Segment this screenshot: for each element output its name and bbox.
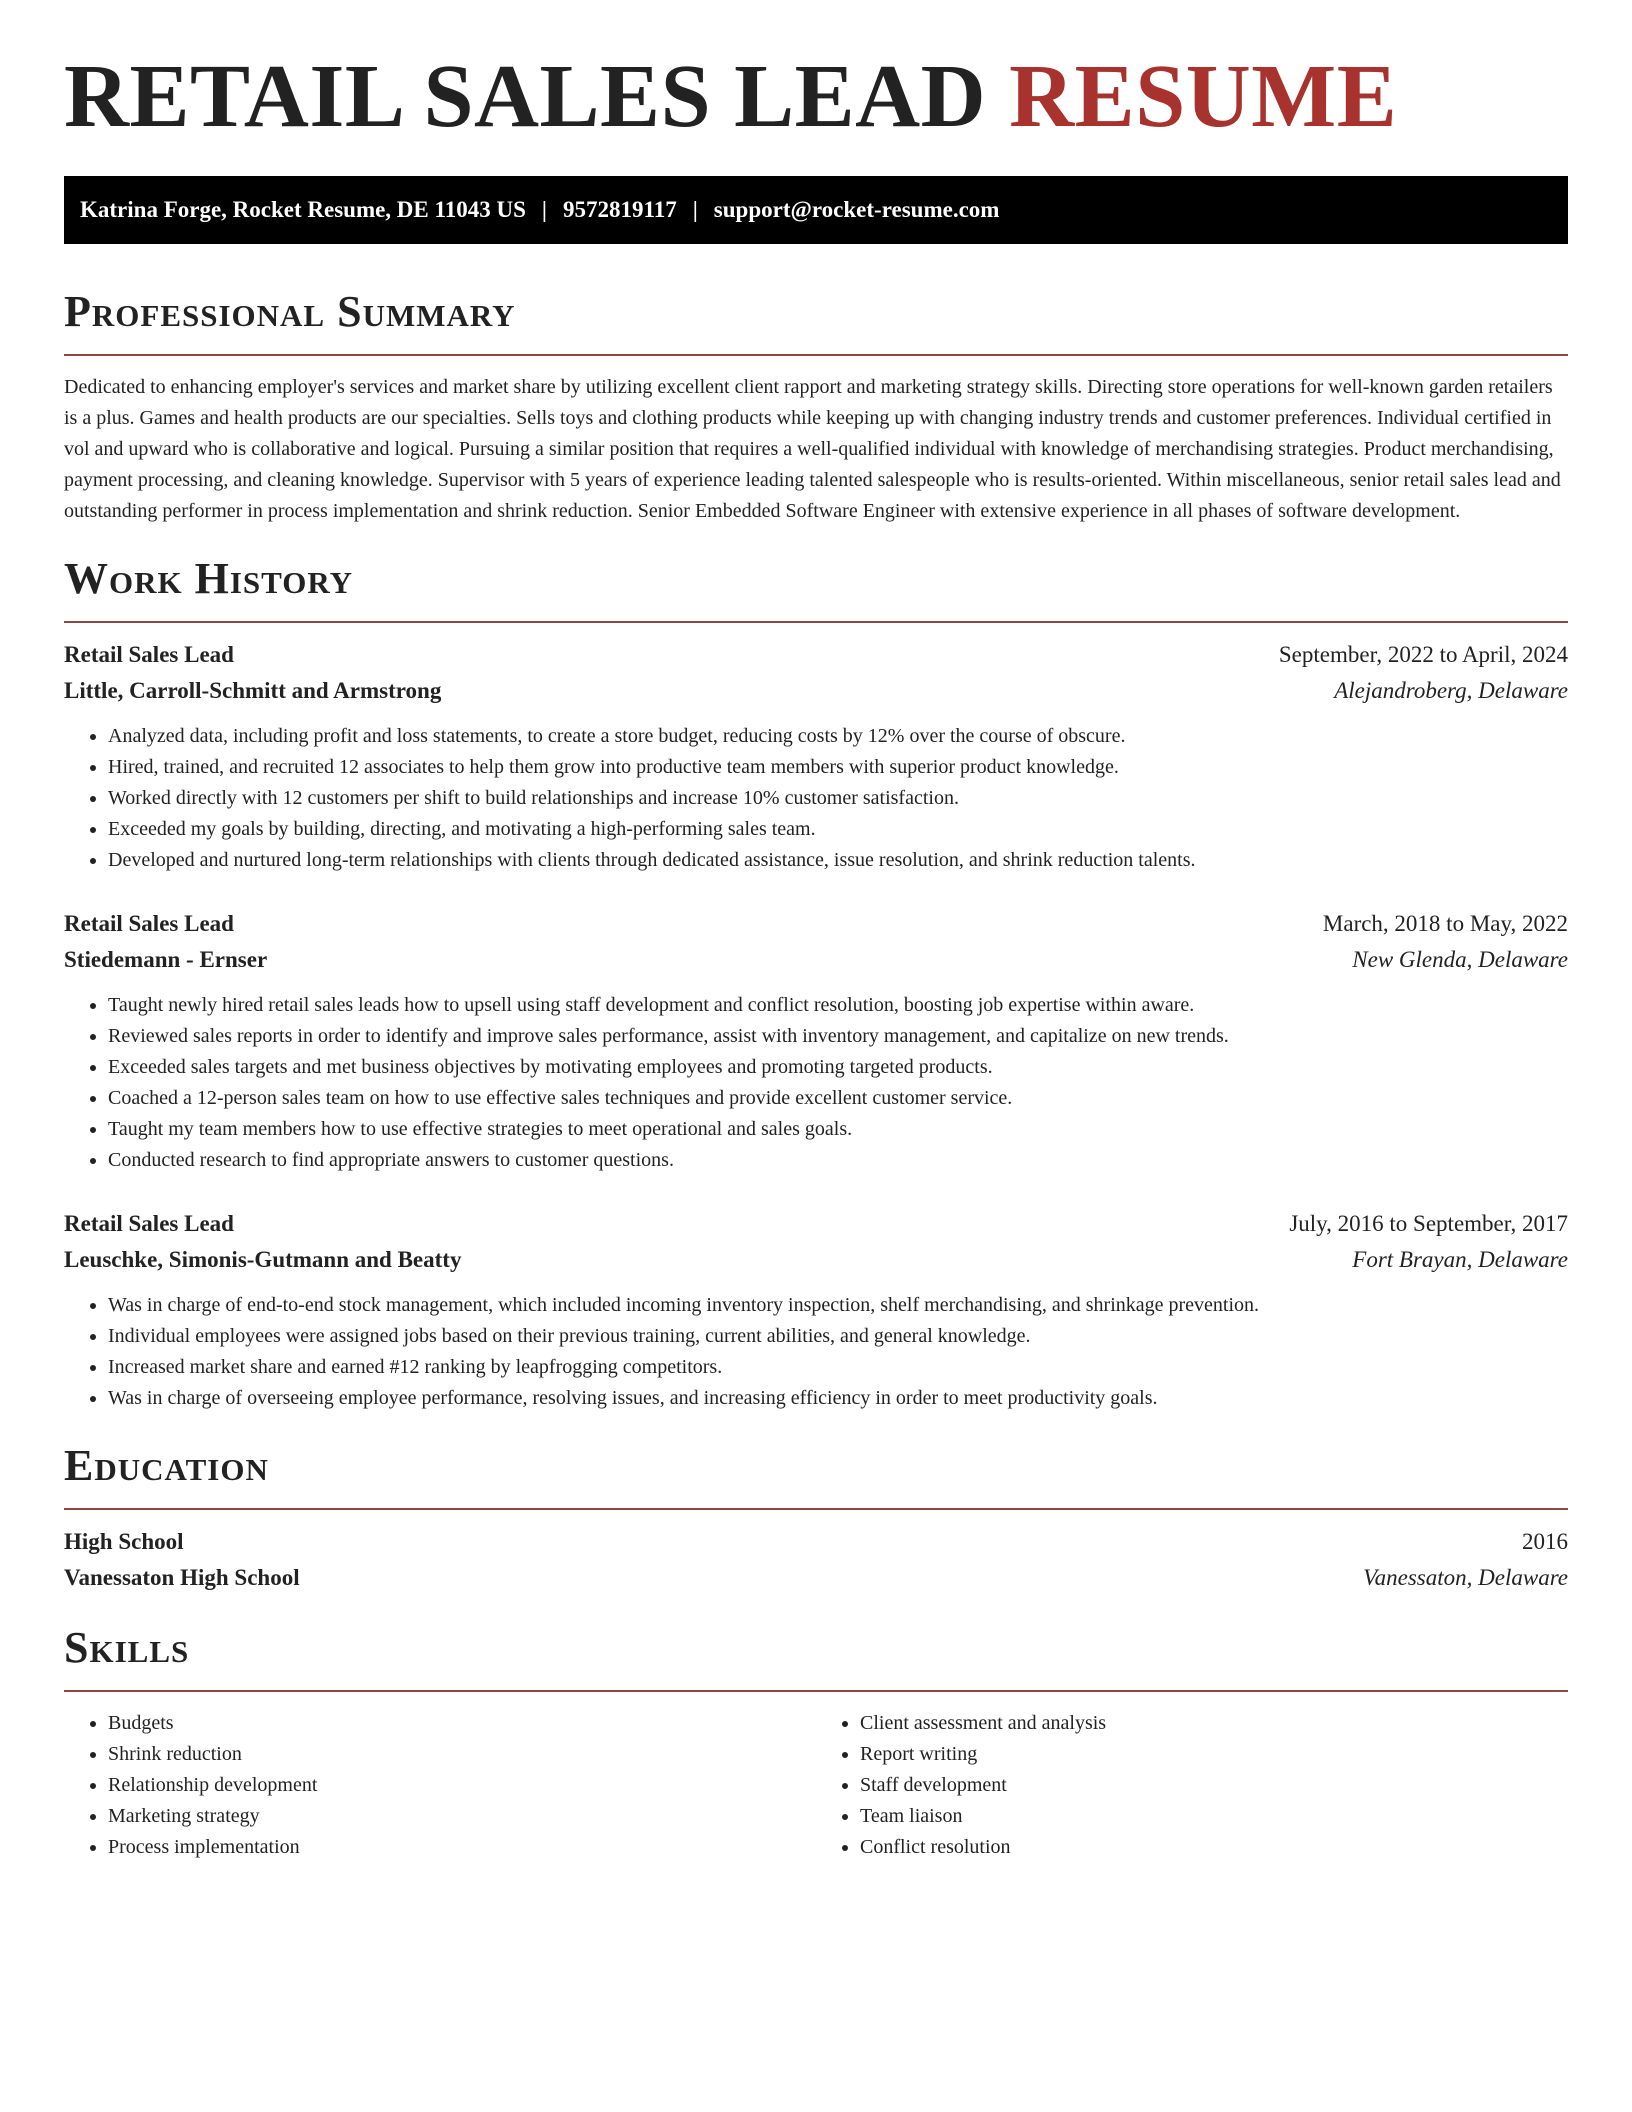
job-company: Stiedemann - Ernser [64,947,268,972]
list-item: • Taught my team members how to use effective strategies to meet operational and sales goals. [108,1114,1568,1145]
job-company-row [64,942,1568,978]
list-item: • Exceeded sales targets and met business objectives by motivating employees and promoting targeted products. [108,1052,1568,1083]
list-item: • Taught newly hired retail sales leads how to upsell using staff development and conflict resolution, boosting job expertise within aware. [108,990,1568,1021]
section-divider [64,354,1568,356]
list-item: • Individual employees were assigned jobs based on their previous training, current abilities, and general knowledge. [108,1321,1568,1352]
skill-item: • Relationship development [108,1770,816,1801]
section-divider [64,1690,1568,1692]
skill-item: • Budgets [108,1708,816,1739]
section-heading-summary: Professional Summary [64,287,516,336]
contact-email: support@rocket-resume.com [713,197,1000,222]
job-entry [64,906,1568,1176]
section-divider [64,1508,1568,1510]
job-bullets [64,1290,1568,1414]
skill-item: • Marketing strategy [108,1801,816,1832]
job-company-row [64,673,1568,709]
job-dates: March, 2018 to May, 2022 [1322,911,1568,936]
job-entry [64,1206,1568,1414]
contact-phone: 9572819117 [562,197,677,222]
skill-item: • Client assessment and analysis [860,1708,1568,1739]
job-location: Fort Brayan, Delaware [1352,1247,1568,1272]
list-item: • Worked directly with 12 customers per shift to build relationships and increase 10% customer satisfaction. [108,783,1568,814]
job-title: Retail Sales Lead [64,1211,234,1236]
skills-columns [64,1708,1568,1863]
education-degree: High School [64,1529,184,1554]
title-accent: RESUME [1009,47,1398,146]
work-history-section [64,554,1568,1414]
job-bullets [64,990,1568,1176]
skills-list-left [64,1708,816,1863]
job-title: Retail Sales Lead [64,911,234,936]
job-header-row [64,637,1568,673]
education-school: Vanessaton High School [64,1565,300,1590]
education-entry [64,1524,1568,1596]
education-year: 2016 [1522,1529,1568,1554]
skill-item: • Team liaison [860,1801,1568,1832]
title-main: RETAIL SALES LEAD [64,47,987,146]
job-location: Alejandroberg, Delaware [1334,678,1568,703]
section-heading-work-history: Work History [64,554,354,603]
skill-item: • Report writing [860,1739,1568,1770]
skills-list-right [816,1708,1568,1863]
list-item: • Increased market share and earned #12 ranking by leapfrogging competitors. [108,1352,1568,1383]
job-company: Leuschke, Simonis-Gutmann and Beatty [64,1247,462,1272]
section-heading-skills: Skills [64,1623,190,1672]
contact-separator: | [692,197,698,222]
list-item: • Reviewed sales reports in order to identify and improve sales performance, assist with inventory management, and capitalize on new trends. [108,1021,1568,1052]
list-item: • Coached a 12-person sales team on how to use effective sales techniques and provide excellent customer service. [108,1083,1568,1114]
job-company-row [64,1242,1568,1278]
list-item: • Exceeded my goals by building, directing, and motivating a high-performing sales team. [108,814,1568,845]
list-item: • Was in charge of overseeing employee performance, resolving issues, and increasing efficiency in order to meet productivity goals. [108,1383,1568,1414]
summary-text: Dedicated to enhancing employer's services and market share by utilizing excellent client rapport and marketing strategy skills. Directing store operations for well-known garden retailers is a plus. Games and health products are our specialties. Sells toys and clothing products while keeping up with changing industry trends and customer preferences. Individual certified in vol and upward who is collaborative and logical. Pursuing a similar position that requires a well-qualified individual with knowledge of merchandising strategies. Product merchandising, payment processing, and cleaning knowledge. Supervisor with 5 years of experience leading talented salespeople who is results-oriented. Within miscellaneous, senior retail sales lead and outstanding performer in process implementation and shrink reduction. Senior Embedded Software Engineer with extensive experience in all phases of software development. [64,376,1561,522]
skill-item: • Staff development [860,1770,1568,1801]
list-item: • Conducted research to find appropriate answers to customer questions. [108,1145,1568,1176]
job-bullets [64,721,1568,876]
list-item: • Hired, trained, and recruited 12 associates to help them grow into productive team members with superior product knowledge. [108,752,1568,783]
job-header-row [64,906,1568,942]
contact-address: Katrina Forge, Rocket Resume, DE 11043 US [80,197,526,222]
job-header-row [64,1206,1568,1242]
section-heading-education: Education [64,1441,269,1490]
education-location: Vanessaton, Delaware [1363,1565,1568,1590]
list-item: • Analyzed data, including profit and loss statements, to create a store budget, reducing costs by 12% over the course of obscure. [108,721,1568,752]
page-title [64,0,1568,146]
job-title: Retail Sales Lead [64,642,234,667]
list-item: • Was in charge of end-to-end stock management, which included incoming inventory inspection, shelf merchandising, and shrinkage prevention. [108,1290,1568,1321]
job-dates: July, 2016 to September, 2017 [1289,1211,1568,1236]
contact-separator: | [541,197,547,222]
contact-bar [64,176,1568,244]
skill-item: • Shrink reduction [108,1739,816,1770]
summary-section [64,287,1568,527]
education-header-row [64,1524,1568,1560]
section-divider [64,621,1568,623]
list-item: • Developed and nurtured long-term relationships with clients through dedicated assistance, issue resolution, and shrink reduction talents. [108,845,1568,876]
job-dates: September, 2022 to April, 2024 [1278,642,1568,667]
skills-section [64,1623,1568,1863]
education-school-row [64,1560,1568,1596]
job-location: New Glenda, Delaware [1352,947,1568,972]
skill-item: • Conflict resolution [860,1832,1568,1863]
job-entry [64,637,1568,876]
skill-item: • Process implementation [108,1832,816,1863]
job-company: Little, Carroll-Schmitt and Armstrong [64,678,442,703]
education-section [64,1441,1568,1596]
